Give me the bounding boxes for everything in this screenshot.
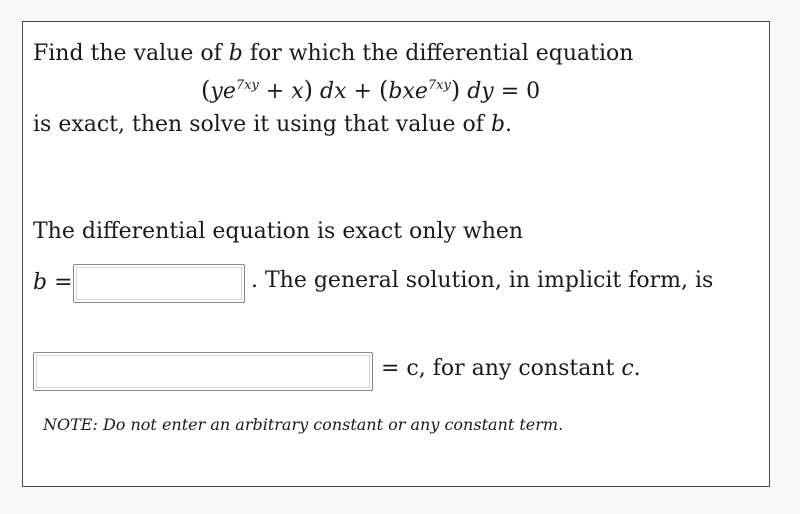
- eq-plus-2: +: [353, 79, 372, 104]
- exact-instruction-line: [33, 114, 512, 136]
- exact-only-when-text: The differential equation is exact only when: [33, 219, 524, 244]
- intro-suffix: for which the differential equation: [249, 41, 634, 66]
- eq-x: x: [291, 79, 304, 104]
- eq-x-2: x: [402, 79, 415, 104]
- eq-dy: dy: [467, 79, 494, 104]
- line3-prefix: is exact, then solve it using that value of: [33, 112, 484, 137]
- eq-exponent-1: 7xy: [235, 78, 259, 93]
- intro-b-variable: b: [228, 41, 243, 66]
- eq-e: e: [222, 79, 236, 104]
- eq-equals-zero: = 0: [500, 79, 541, 104]
- differential-equation: $(ye^{7xy} + x)$ dx + (bxe$^{7xy}$) dy = 0: [201, 76, 541, 104]
- eq-y: y: [210, 79, 223, 104]
- eq-dx: dx: [320, 79, 347, 104]
- equals-c-text: [381, 358, 641, 380]
- intro-prefix: Find the value of: [33, 41, 222, 66]
- eq-b: b: [388, 79, 403, 104]
- equals-c-period: .: [633, 356, 641, 381]
- line3-b-variable: b: [490, 112, 506, 137]
- general-solution-text: . The general solution, in implicit form, is: [251, 268, 714, 293]
- note-text: NOTE: Do not enter an arbitrary constant or any constant term.: [43, 415, 564, 434]
- line3-period: .: [505, 112, 513, 137]
- b-value-input[interactable]: [73, 264, 245, 303]
- eq-plus-1: +: [265, 79, 292, 104]
- intro-line: [33, 43, 633, 65]
- equals-c-prefix: = c, for any constant: [381, 356, 615, 381]
- equals-c-variable: c: [621, 356, 634, 381]
- eq-exponent-2: 7xy: [427, 78, 451, 93]
- general-solution-input[interactable]: [33, 352, 373, 391]
- eq-e-2: e: [414, 79, 428, 104]
- b-equals-label: b =: [33, 270, 73, 295]
